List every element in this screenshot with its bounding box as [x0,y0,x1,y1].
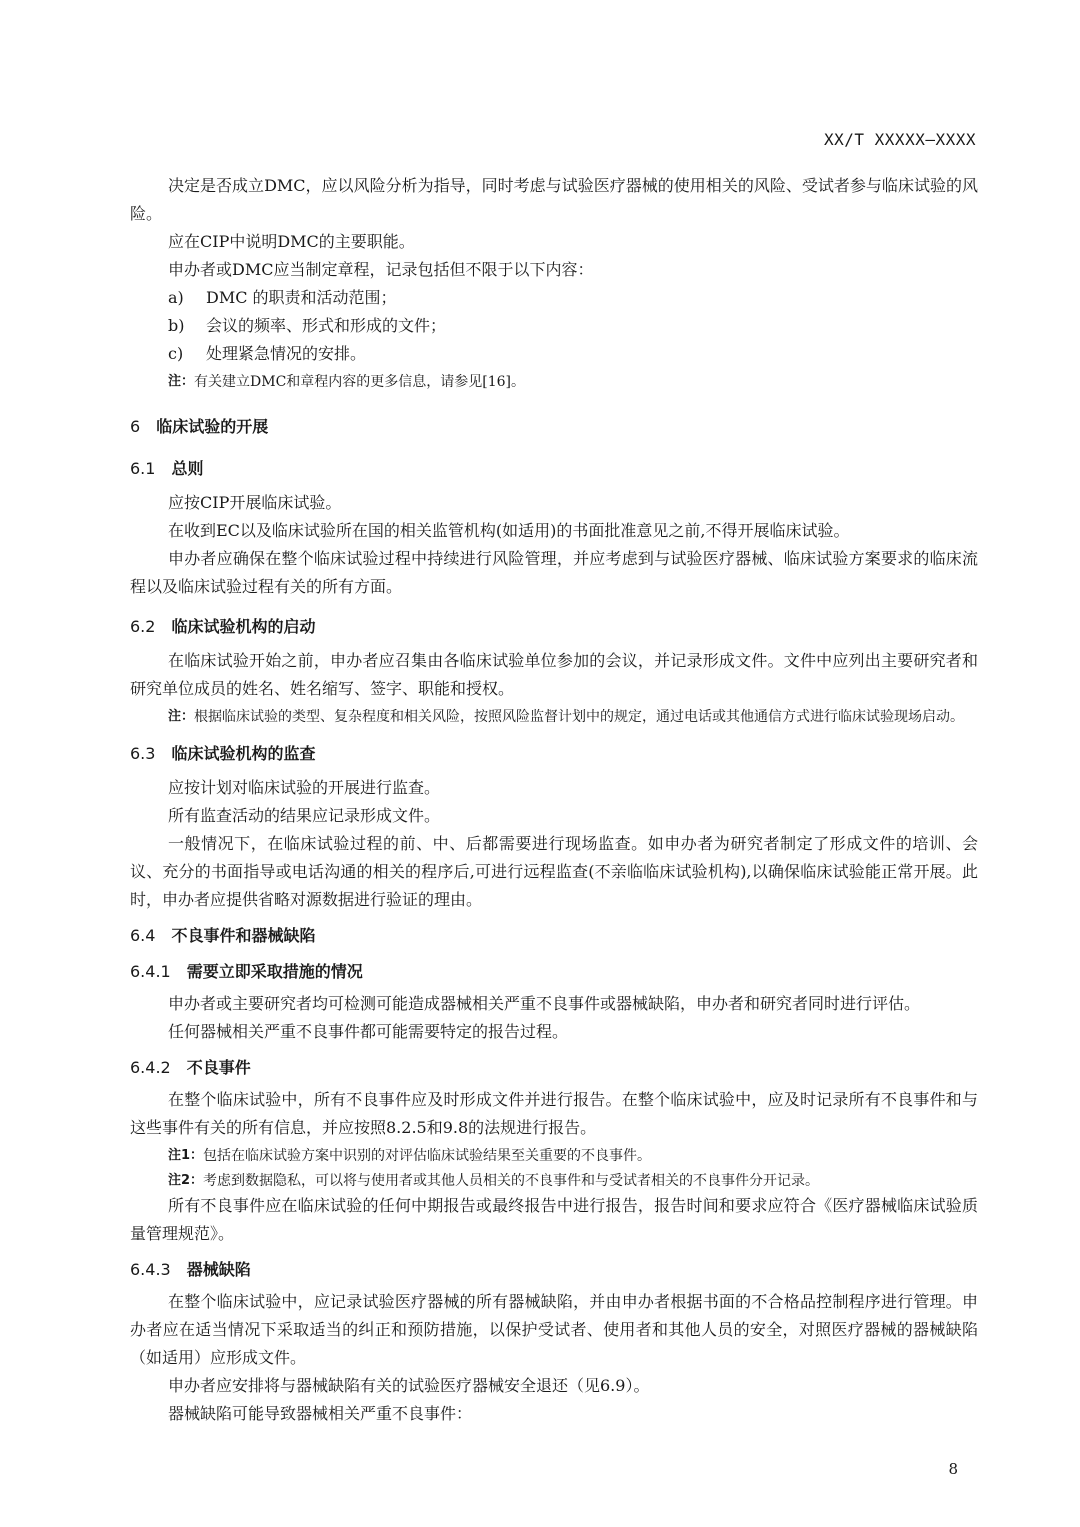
note [168,1145,978,1167]
note-marker: 注2： [168,1173,204,1188]
note-text: 有关建立DMC和章程内容的更多信息，请参见[16]。 [194,374,526,390]
paragraph: 一般情况下，在临床试验过程的前、中、后都需要进行现场监查。如申办者为研究者制定了形成文件的培训、会议、充分的书面指导或电话沟通的相关的程序后,可进行远程监查(不亲临临床试验机构),以确保临床试验能正常开展。此时，申办者应提供省略对源数据进行验证的理由。 [130,834,978,909]
paragraph: 应按计划对临床试验的开展进行监查。 [168,778,441,797]
section-number: 6.1 [130,459,156,478]
section-heading-6-1 [130,455,978,483]
page-number: 8 [948,1460,958,1478]
section-heading-6 [130,413,978,441]
list-text: DMC 的职责和活动范围； [206,288,397,307]
section-title: 不良事件和器械缺陷 [171,926,316,945]
section-number: 6.3 [130,744,156,763]
paragraph: 应按CIP开展临床试验。 [168,493,342,512]
section-number: 6 [130,417,141,436]
section-heading-6-4 [130,922,978,950]
paragraph: 申办者或DMC应当制定章程，记录包括但不限于以下内容： [168,260,594,279]
page-content [130,172,978,1428]
section-heading-6-2 [130,613,978,641]
list-text: 处理紧急情况的安排。 [206,344,367,363]
section-number: 6.4 [130,926,156,945]
section-heading-6-4-3 [130,1256,978,1284]
note-marker: 注1： [168,1148,204,1163]
paragraph: 申办者或主要研究者均可检测可能造成器械相关严重不良事件或器械缺陷，申办者和研究者同时进行评估。 [168,994,921,1013]
note [168,706,978,728]
list-marker: c) [168,344,184,363]
section-heading-6-3 [130,740,978,768]
note [168,371,978,393]
paragraph: 任何器械相关严重不良事件都可能需要特定的报告过程。 [168,1022,569,1041]
paragraph: 器械缺陷可能导致器械相关严重不良事件： [168,1404,473,1423]
list-item [168,312,978,340]
paragraph: 应在CIP中说明DMC的主要职能。 [168,232,415,251]
paragraph: 所有监查活动的结果应记录形成文件。 [168,806,441,825]
paragraph: 在整个临床试验中，所有不良事件应及时形成文件并进行报告。在整个临床试验中，应及时记录所有不良事件和与这些事件有关的所有信息，并应按照8.2.5和9.8的法规进行报告。 [130,1090,978,1137]
note-marker: 注： [168,374,195,389]
note-marker: 注： [168,709,195,724]
section-title: 临床试验机构的启动 [171,617,316,636]
section-title: 需要立即采取措施的情况 [186,962,363,981]
list-marker: a) [168,288,184,307]
section-number: 6.4.1 [130,962,171,981]
section-heading-6-4-1 [130,958,978,986]
list-text: 会议的频率、形式和形成的文件； [206,316,447,335]
note-text: 考虑到数据隐私，可以将与使用者或其他人员相关的不良事件和与受试者相关的不良事件分开记录。 [203,1173,820,1189]
note-text: 包括在临床试验方案中识别的对评估临床试验结果至关重要的不良事件。 [203,1148,652,1164]
paragraph: 在临床试验开始之前，申办者应召集由各临床试验单位参加的会议，并记录形成文件。文件中应列出主要研究者和研究单位成员的姓名、姓名缩写、签字、职能和授权。 [130,651,978,698]
paragraph: 决定是否成立DMC，应以风险分析为指导，同时考虑与试验医疗器械的使用相关的风险、受试者参与临床试验的风险。 [130,176,978,223]
paragraph: 申办者应安排将与器械缺陷有关的试验医疗器械安全退还（见6.9）。 [168,1376,650,1395]
list-marker: b) [168,316,185,335]
note-text: 根据临床试验的类型、复杂程度和相关风险，按照风险监督计划中的规定，通过电话或其他通信方式进行临床试验现场启动。 [194,709,965,725]
section-title: 临床试验的开展 [156,417,269,436]
document-code: XX/T XXXXX—XXXX [824,130,976,149]
list-item [168,340,978,368]
section-number: 6.4.2 [130,1058,171,1077]
note [168,1170,978,1192]
section-title: 不良事件 [186,1058,251,1077]
paragraph: 申办者应确保在整个临床试验过程中持续进行风险管理，并应考虑到与试验医疗器械、临床试验方案要求的临床流程以及临床试验过程有关的所有方面。 [130,549,978,596]
section-number: 6.2 [130,617,156,636]
section-title: 临床试验机构的监查 [171,744,316,763]
paragraph: 所有不良事件应在临床试验的任何中期报告或最终报告中进行报告，报告时间和要求应符合《医疗器械临床试验质量管理规范》。 [130,1196,978,1243]
section-title: 器械缺陷 [186,1260,251,1279]
paragraph: 在收到EC以及临床试验所在国的相关监管机构(如适用)的书面批准意见之前,不得开展临床试验。 [168,521,850,540]
list-item [168,284,978,312]
paragraph: 在整个临床试验中，应记录试验医疗器械的所有器械缺陷，并由申办者根据书面的不合格品控制程序进行管理。申办者应在适当情况下采取适当的纠正和预防措施，以保护受试者、使用者和其他人员的安全，对照医疗器械的器械缺陷（如适用）应形成文件。 [130,1292,978,1367]
section-number: 6.4.3 [130,1260,171,1279]
section-title: 总则 [171,459,204,478]
section-heading-6-4-2 [130,1054,978,1082]
